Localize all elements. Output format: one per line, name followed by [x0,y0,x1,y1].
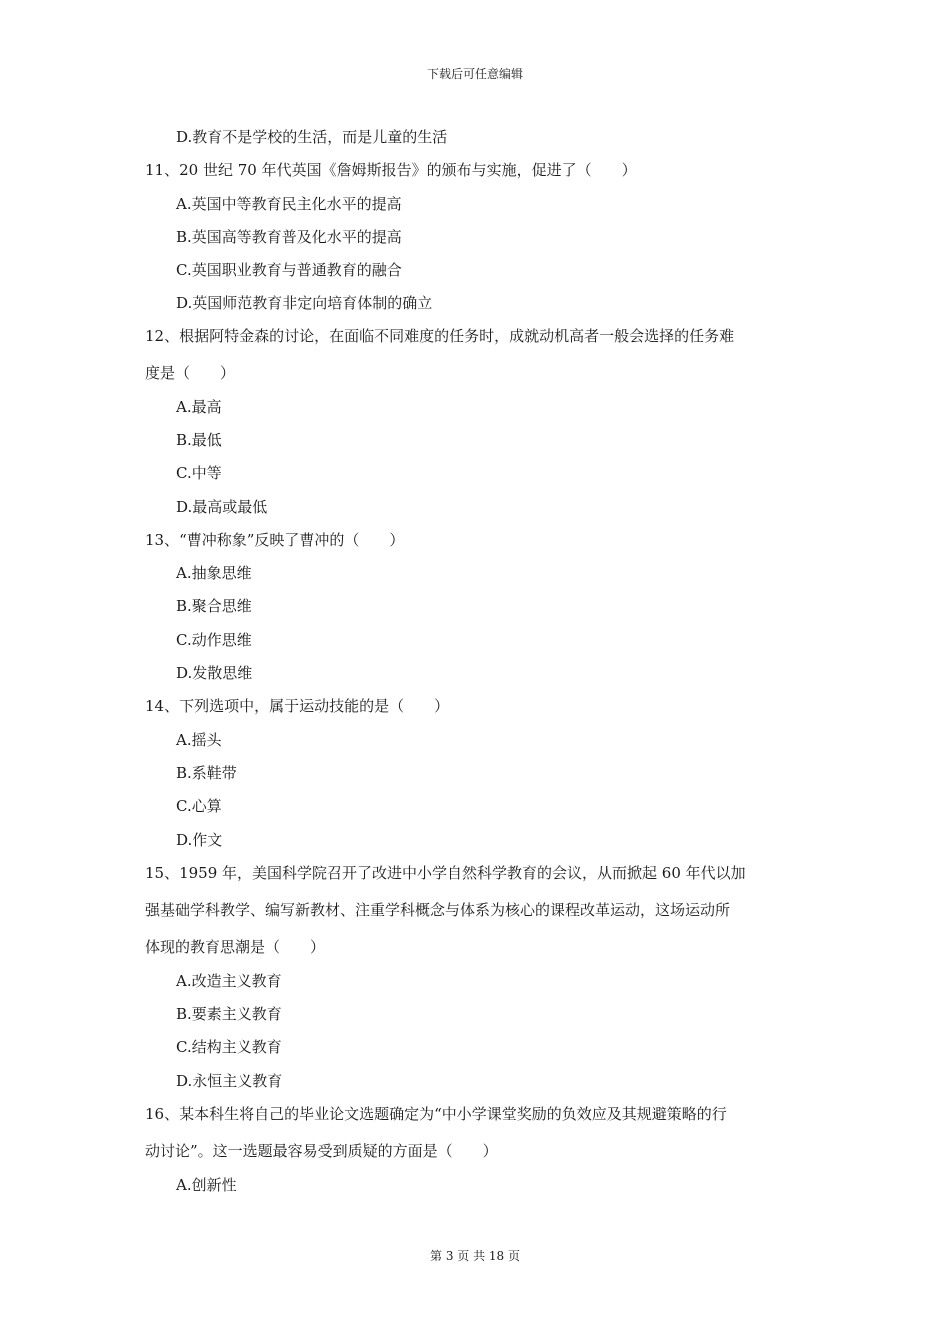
question-text: 动讨论”。这一选题最容易受到质疑的方面是（ ） [145,1142,498,1160]
answer-option: B.聚合思维 [176,597,252,615]
answer-option: D.英国师范教育非定向培育体制的确立 [176,294,433,312]
answer-option: D.发散思维 [176,664,253,682]
answer-option: A.英国中等教育民主化水平的提高 [176,195,402,213]
answer-option: A.最高 [176,398,222,416]
answer-option: C.英国职业教育与普通教育的融合 [176,261,402,279]
answer-option: A.创新性 [176,1176,237,1194]
page-footer: 第 3 页 共 18 页 [430,1249,520,1263]
answer-option: D.教育不是学校的生活，而是儿童的生活 [176,128,448,146]
answer-option: D.永恒主义教育 [176,1072,283,1090]
answer-option: C.中等 [176,464,222,482]
question-text: 14、下列选项中，属于运动技能的是（ ） [145,697,450,715]
question-text: 16、某本科生将自己的毕业论文选题确定为“中小学课堂奖励的负效应及其规避策略的行 [145,1105,727,1123]
answer-option: B.系鞋带 [176,764,237,782]
question-text: 体现的教育思潮是（ ） [145,938,326,956]
answer-option: C.动作思维 [176,631,252,649]
page-header: 下载后可任意编辑 [426,67,523,81]
question-text: 12、根据阿特金森的讨论，在面临不同难度的任务时，成就动机高者一般会选择的任务难 [145,327,735,345]
question-text: 13、“曹冲称象”反映了曹冲的（ ） [145,531,405,549]
answer-option: C.心算 [176,797,222,815]
answer-option: B.英国高等教育普及化水平的提高 [176,228,402,246]
answer-option: D.最高或最低 [176,498,268,516]
answer-option: A.改造主义教育 [176,972,282,990]
question-text: 11、20 世纪 70 年代英国《詹姆斯报告》的颁布与实施，促进了（ ） [145,161,637,179]
answer-option: A.摇头 [176,731,222,749]
answer-option: C.结构主义教育 [176,1038,282,1056]
answer-option: B.要素主义教育 [176,1005,282,1023]
question-text: 15、1959 年，美国科学院召开了改进中小学自然科学教育的会议，从而掀起 60 年代以加 [145,864,746,882]
answer-option: D.作文 [176,831,223,849]
answer-option: B.最低 [176,431,222,449]
question-text: 强基础学科教学、编写新教材、注重学科概念与体系为核心的课程改革运动，这场运动所 [145,901,731,919]
answer-option: A.抽象思维 [176,564,252,582]
question-text: 度是（ ） [145,364,236,382]
